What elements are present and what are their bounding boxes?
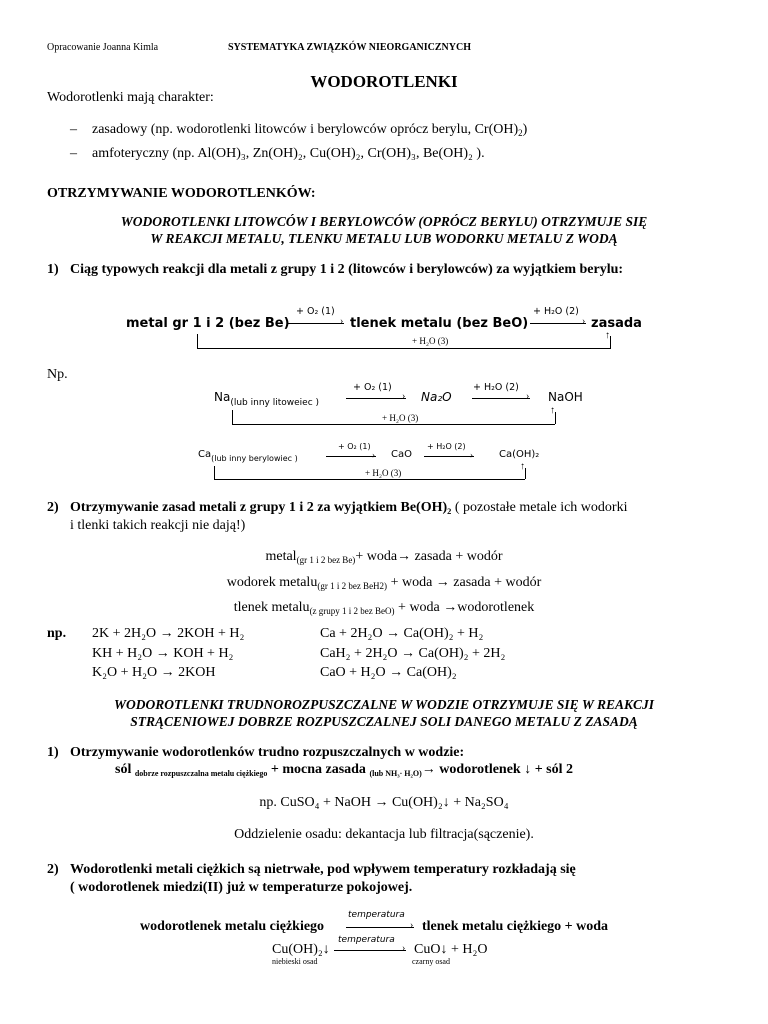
example-cuso4: np. CuSO₄ + NaOH → Cu(OH)₂↓ + Na₂SO₄: [259, 795, 509, 810]
scheme2-mid: Na₂O: [421, 390, 452, 404]
scheme2-bracket-bottom: [232, 424, 555, 425]
point2-text: Otrzymywanie zasad metali z grupy 1 i 2 za wyjątkiem Be(OH)₂ ( pozostałe metale ich wodorki: [70, 500, 628, 515]
scheme3-mid: CaO: [391, 449, 412, 460]
decomp2-right: CuO↓ + H₂O: [414, 942, 488, 957]
point1-number: 1): [47, 262, 59, 277]
decomp2-left-note: niebieski osad: [272, 957, 318, 966]
scheme1-start: metal gr 1 i 2 (bez Be): [126, 316, 290, 331]
example-right-1: Ca + 2H₂O → Ca(OH)₂ + H₂: [320, 626, 484, 641]
scheme2-arrow2-label: + H₂O (2): [473, 382, 519, 393]
header-topic: SYSTEMATYKA ZWIĄZKÓW NIEORGANICZNYCH: [228, 42, 472, 53]
scheme2-start: $Na_{(lub inny litoweiec )}$: [214, 390, 320, 408]
intro-text: Wodorotlenki mają charakter:: [47, 90, 214, 105]
scheme3-bracket-left: [214, 466, 215, 479]
scheme1-arrow2-label: + H₂O (2): [533, 306, 579, 317]
arrow-head-icon: ›: [340, 316, 344, 327]
scheme1-arrow1: [288, 323, 344, 324]
decomp-left: wodorotlenek metalu ciężkiego: [140, 919, 325, 934]
scheme1-arrow2: [530, 323, 586, 324]
point2-line2: i tlenki takich reakcji nie dają!): [70, 518, 246, 533]
scheme3-bracket-right: [525, 468, 526, 479]
example-right-2: CaH₂ + 2H₂O → Ca(OH)₂ + 2H₂: [320, 646, 506, 661]
point1-text: Ciąg typowych reakcji dla metali z grupy 1 i 2 (litowców i berylowców) za wyjątkiem berylu:: [70, 262, 624, 277]
scheme2-arrow1: [346, 398, 406, 399]
point4-line1: Wodorotlenki metali ciężkich są nietrwałe, pod wpływem temperatury rozkładają się: [70, 862, 576, 877]
heading1-line2: W REAKCJI METALU, TLENKU METALU LUB WODORKU METALU Z WODĄ: [150, 231, 618, 246]
page-title: WODOROTLENKI: [310, 72, 458, 91]
separation-text: Oddzielenie osadu: dekantacja lub filtracja(sączenie).: [234, 827, 534, 842]
heading2-line2: STRĄCENIOWEJ DOBRZE ROZPUSZCZALNEJ SOLI DANEGO METALU Z ZASADĄ: [130, 714, 638, 729]
scheme1-end: zasada: [591, 316, 642, 331]
decomp-arrow: [346, 927, 414, 928]
character-dash-1: –: [70, 122, 77, 137]
scheme1-bracket-bottom: [197, 348, 610, 349]
scheme1-bracket-right: [610, 336, 611, 349]
general-eq-hydride: wodorek metalu$_{(gr 1 i 2 bez BeH2)}$ + woda → zasada + wodór: [226, 575, 542, 591]
scheme1-mid: tlenek metalu (bez BeO): [350, 316, 529, 331]
heading1-line1: WODOROTLENKI LITOWCÓW I BERYLOWCÓW (OPRÓCZ BERYLU) OTRZYMUJE SIĘ: [120, 214, 648, 229]
scheme3-arrow1: [326, 456, 376, 457]
example-right-3: CaO + H₂O → Ca(OH)₂: [320, 665, 457, 680]
heading2-line1: WODOROTLENKI TRUDNOROZPUSZCZALNE W WODZIE OTRZYMUJE SIĘ W REAKCJI: [114, 697, 654, 712]
arrow-head-icon: ›: [410, 920, 414, 931]
scheme3-start: $Ca_{(lub inny berylowiec )}$: [198, 449, 298, 463]
scheme3-bracket-bottom: [214, 479, 525, 480]
decomp2-left: Cu(OH)₂↓: [272, 942, 330, 957]
point4-number: 2): [47, 862, 59, 877]
decomp2-arrow-label: temperatura: [338, 935, 395, 945]
scheme1-arrow1-label: + O₂ (1): [296, 306, 335, 317]
arrow-head-icon: ›: [402, 943, 406, 954]
point3-number: 1): [47, 745, 59, 760]
scheme3-bottom-label: + H₂O (3): [365, 468, 402, 478]
np-label: Np.: [47, 367, 68, 382]
point2-number: 2): [47, 500, 59, 515]
character-amphoteric: amfoteryczny (np. Al(OH)₃, Zn(OH)₂, Cu(OH)₂, Cr(OH)₃, Be(OH)₂ ).: [92, 146, 485, 161]
scheme3-arrow2: [424, 456, 474, 457]
scheme2-end: NaOH: [548, 390, 583, 404]
decomp-right: tlenek metalu ciężkiego + woda: [422, 919, 609, 934]
header-author: Opracowanie Joanna Kimla: [47, 42, 159, 53]
point3-text: Otrzymywanie wodorotlenków trudno rozpuszczalnych w wodzie:: [70, 745, 465, 760]
decomp-arrow-label: temperatura: [348, 910, 405, 920]
examples-label: np.: [47, 626, 67, 641]
arrow-up-icon: ↑: [550, 405, 555, 416]
scheme2-bottom-label: + H₂O (3): [382, 413, 419, 423]
point4-line2: ( wodorotlenek miedzi(II) już w temperaturze pokojowej.: [70, 880, 413, 895]
scheme3-end: Ca(OH)₂: [499, 449, 540, 460]
arrow-head-icon: ›: [526, 391, 530, 402]
decomp2-right-note: czarny osad: [412, 957, 450, 966]
example-left-3: K₂O + H₂O → 2KOH: [92, 665, 216, 680]
general-eq-oxide: tlenek metalu$_{(z grupy 1 i 2 bez BeO)}$ + woda →wodorotlenek: [233, 600, 535, 616]
character-basic: zasadowy (np. wodorotlenki litowców i berylowców oprócz berylu, $Cr(OH)_2$): [92, 122, 528, 138]
arrow-head-icon: ›: [470, 450, 473, 460]
arrow-up-icon: ↑: [605, 330, 610, 341]
scheme2-arrow1-label: + O₂ (1): [353, 382, 392, 393]
scheme3-arrow2-label: + H₂O (2): [427, 442, 466, 451]
scheme3-arrow1-label: + O₂ (1): [338, 442, 371, 451]
example-left-2: KH + H₂O → KOH + H₂: [92, 646, 234, 661]
character-dash-2: –: [70, 146, 77, 161]
scheme2-bracket-left: [232, 410, 233, 424]
arrow-up-icon: ↑: [520, 461, 525, 472]
scheme1-bottom-label: + H₂O (3): [412, 336, 449, 346]
general-eq-metal: metal$_{(gr 1 i 2 bez Be)}$+ woda→ zasada + wodór: [265, 549, 503, 565]
example-left-1: 2K + 2H₂O → 2KOH + H₂: [92, 626, 245, 641]
scheme1-bracket-left: [197, 334, 198, 349]
point3-equation: sól $_{dobrze rozpuszczalna metalu ciężkiego}$ + mocna zasada $_{(lub NH_3\cdot H_2O)}$→ wodorotlenek ↓ + sól 2: [115, 762, 574, 778]
decomp2-arrow: [334, 950, 406, 951]
arrow-head-icon: ›: [402, 391, 406, 402]
scheme2-arrow2: [472, 398, 530, 399]
section-title-obtaining: OTRZYMYWANIE WODOROTLENKÓW:: [47, 186, 316, 201]
arrow-head-icon: ›: [582, 316, 586, 327]
arrow-head-icon: ›: [372, 450, 375, 460]
scheme2-bracket-right: [555, 412, 556, 424]
